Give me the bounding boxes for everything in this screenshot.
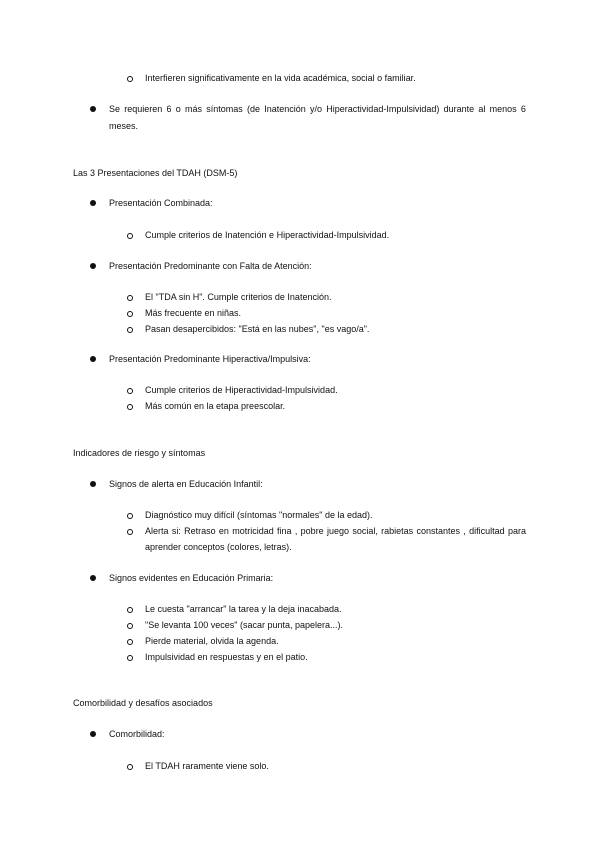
word: 6 bbox=[520, 104, 526, 114]
word: 6 bbox=[166, 104, 172, 114]
list-item: Presentación Predominante Hiperactiva/Impulsiva: bbox=[109, 354, 311, 364]
sub-list-item: Impulsividad en respuestas y en el patio. bbox=[145, 652, 308, 662]
word: , bbox=[294, 526, 298, 536]
sub-list-item: Más frecuente en niñas. bbox=[145, 308, 242, 318]
sub-bullet bbox=[127, 233, 133, 239]
bullet bbox=[90, 200, 96, 206]
sub-list-item: Le cuesta "arrancar" la tarea y la deja inacabada. bbox=[145, 604, 342, 614]
word: o bbox=[175, 104, 181, 114]
word: requieren bbox=[124, 104, 163, 114]
list-item: Presentación Predominante con Falta de Atención: bbox=[109, 261, 312, 271]
sub-bullet bbox=[127, 639, 133, 645]
list-item: Interfieren significativamente en la vida académica, social o familiar. bbox=[145, 73, 416, 83]
sub-list-item: Pasan desapercibidos: "Está en las nubes", "es vago/a". bbox=[145, 324, 370, 334]
sub-bullet bbox=[127, 529, 133, 535]
bullet bbox=[90, 575, 96, 581]
sub-list-item-continued: aprender conceptos (colores, letras). bbox=[145, 542, 292, 552]
bullet bbox=[90, 356, 96, 362]
word: (de bbox=[247, 104, 261, 114]
word: en bbox=[218, 526, 229, 536]
word: Se bbox=[109, 104, 121, 114]
sub-list-item: El "TDA sin H". Cumple criterios de Inatención. bbox=[145, 292, 332, 302]
section-heading: Indicadores de riesgo y síntomas bbox=[73, 448, 206, 458]
word: Hiperactividad-Impulsividad) bbox=[326, 104, 440, 114]
word: más bbox=[185, 104, 203, 114]
word: durante bbox=[443, 104, 475, 114]
section-heading: Las 3 Presentaciones del TDAH (DSM-5) bbox=[73, 168, 238, 178]
word: dificultad bbox=[469, 526, 505, 536]
requirement-line bbox=[109, 103, 526, 115]
sub-list-item: Pierde material, olvida la agenda. bbox=[145, 636, 279, 646]
sub-bullet bbox=[127, 513, 133, 519]
sub-bullet bbox=[127, 404, 133, 410]
list-item: Comorbilidad: bbox=[109, 729, 165, 739]
list-item: Signos de alerta en Educación Infantil: bbox=[109, 479, 263, 489]
word: síntomas bbox=[206, 104, 243, 114]
sub-list-item: Diagnóstico muy difícil (síntomas "normales" de la edad). bbox=[145, 510, 373, 520]
word: fina bbox=[277, 526, 292, 536]
requirement-line-2: meses. bbox=[109, 121, 139, 131]
word: menos bbox=[489, 104, 517, 114]
bullet bbox=[90, 106, 96, 112]
sub-bullet bbox=[127, 655, 133, 661]
list-item: Signos evidentes en Educación Primaria: bbox=[109, 573, 274, 583]
sub-bullet bbox=[127, 295, 133, 301]
word: rabietas bbox=[381, 526, 414, 536]
sub-list-item: "Se levanta 100 veces" (sacar punta, papelera...). bbox=[145, 620, 344, 630]
word: para bbox=[507, 526, 526, 536]
word: al bbox=[478, 104, 486, 114]
word: motricidad bbox=[232, 526, 274, 536]
word: juego bbox=[327, 526, 350, 536]
sub-bullet bbox=[127, 327, 133, 333]
word: pobre bbox=[300, 526, 324, 536]
word: Retraso bbox=[184, 526, 216, 536]
sub-bullet bbox=[127, 764, 133, 770]
word: social, bbox=[352, 526, 378, 536]
word: , bbox=[463, 526, 466, 536]
sub-list-item: Cumple criterios de Hiperactividad-Impulsividad. bbox=[145, 385, 338, 395]
sub-bullet bbox=[127, 623, 133, 629]
bullet bbox=[90, 263, 96, 269]
sub-bullet bbox=[127, 311, 133, 317]
list-item: Presentación Combinada: bbox=[109, 198, 213, 208]
sub-bullet bbox=[127, 388, 133, 394]
sub-bullet bbox=[127, 607, 133, 613]
sub-list-item: Más común en la etapa preescolar. bbox=[145, 401, 286, 411]
word: Alerta bbox=[145, 526, 169, 536]
sub-bullet bbox=[127, 76, 133, 82]
bullet bbox=[90, 731, 96, 737]
word: y/o bbox=[310, 104, 323, 114]
sub-list-item bbox=[145, 525, 526, 537]
section-heading: Comorbilidad y desafíos asociados bbox=[73, 698, 213, 708]
sub-list-item: El TDAH raramente viene solo. bbox=[145, 761, 269, 771]
word: Inatención bbox=[264, 104, 306, 114]
bullet bbox=[90, 481, 96, 487]
word: si: bbox=[171, 526, 181, 536]
sub-list-item: Cumple criterios de Inatención e Hiperactividad-Impulsividad. bbox=[145, 230, 390, 240]
word: constantes bbox=[416, 526, 460, 536]
